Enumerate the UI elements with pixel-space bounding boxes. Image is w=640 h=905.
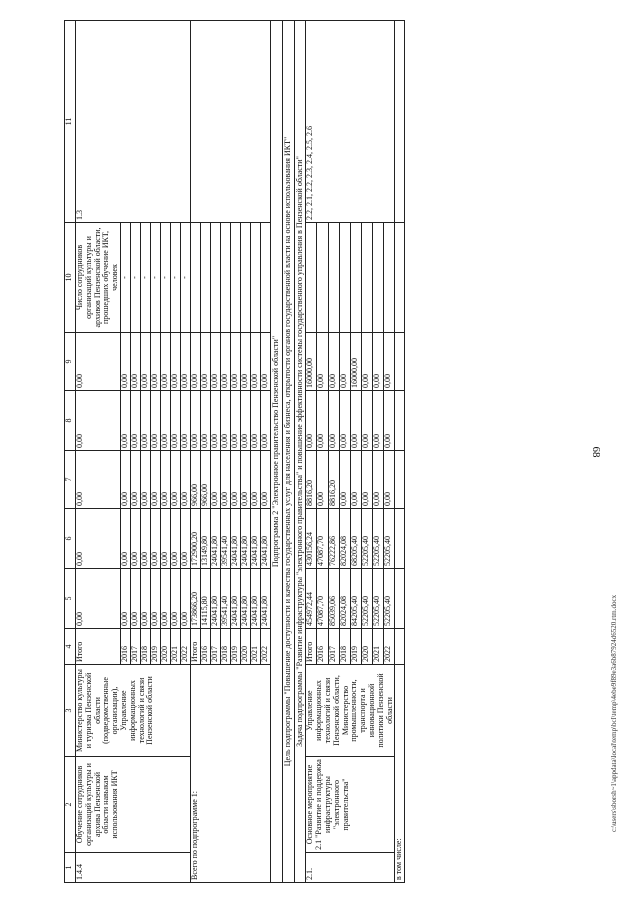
value-cell: 24041,80 (210, 569, 220, 629)
empty-cell (395, 223, 405, 333)
value-cell: 85039,06 (328, 569, 339, 629)
row-2-1-itogo-row (306, 21, 317, 883)
value-cell: 0,00 (140, 569, 150, 629)
value-cell: 13149,80 (200, 509, 210, 569)
indicator-value-cell: - (140, 223, 150, 333)
row-1-4-4-itogo-value: 0,00 (76, 333, 121, 391)
value-cell: 52205,40 (384, 569, 395, 629)
value-cell: 84205,40 (350, 569, 361, 629)
column-number-cell: 7 (65, 451, 76, 509)
value-cell: 0,00 (130, 451, 140, 509)
indicator-value-cell (361, 223, 372, 333)
subprogram-task: Задача подпрограммы "Развитие инфраструктуры "электронного правительства" и повышение эффективности системы государственного управления в Пензенской области" (294, 21, 306, 883)
year-cell: 2021 (170, 629, 180, 665)
rotated-page (64, 21, 576, 883)
row-2-1-indicator-empty (306, 223, 317, 333)
year-cell: 2020 (361, 629, 372, 665)
indicator-value-cell: - (170, 223, 180, 333)
value-cell: 0,00 (120, 333, 130, 391)
column-number-cell: 10 (65, 223, 76, 333)
value-cell: 0,00 (120, 569, 130, 629)
subprogram-1-total-itogo-value: 173866,20 (190, 569, 200, 629)
value-cell: 0,00 (180, 509, 190, 569)
value-cell: 0,00 (120, 509, 130, 569)
value-cell: 0,00 (170, 569, 180, 629)
value-cell: 24041,80 (230, 509, 240, 569)
indicator-value-cell: - (180, 223, 190, 333)
value-cell: 0,00 (361, 391, 372, 451)
value-cell: 52205,40 (361, 509, 372, 569)
value-cell: 0,00 (339, 333, 350, 391)
value-cell: 0,00 (317, 451, 328, 509)
column-number-cell: 11 (65, 21, 76, 223)
value-cell: 0,00 (240, 333, 250, 391)
value-cell: 0,00 (339, 391, 350, 451)
value-cell: 24041,80 (230, 569, 240, 629)
row-1-4-4-executor: Министерство культуры и туризма Пензенской области (подведомственные организации), Управление информационных технологий и связи Пензенской области (76, 665, 191, 757)
value-cell: 24041,80 (210, 509, 220, 569)
value-cell: 0,00 (180, 333, 190, 391)
column-number-cell: 5 (65, 569, 76, 629)
value-cell: 0,00 (384, 391, 395, 451)
value-cell: 0,00 (160, 391, 170, 451)
year-cell: 2017 (210, 629, 220, 665)
value-cell: 52205,40 (361, 569, 372, 629)
value-cell: 0,00 (210, 451, 220, 509)
empty-cell (395, 391, 405, 451)
value-cell: 0,00 (130, 333, 140, 391)
subprogram-1-total-indicator-empty (190, 223, 200, 333)
value-cell: 0,00 (170, 451, 180, 509)
indicator-value-cell (260, 223, 270, 333)
value-cell: 0,00 (240, 391, 250, 451)
row-1-4-4-itogo-label: Итого (76, 629, 121, 665)
row-2-1-itogo-value: 16000,00 (306, 333, 317, 391)
value-cell: 0,00 (160, 509, 170, 569)
row-2-1-executor: Управление информационных технологий и связи Пензенской области, Министерство промышленности, транспорта и инновационной политики Пензенской области (306, 665, 395, 757)
value-cell: 0,00 (250, 451, 260, 509)
row-2-1-indicator-number: 2.2, 2.1, 2.2, 2.3, 2.4, 2.5, 2.6 (306, 21, 395, 223)
year-cell: 2021 (373, 629, 384, 665)
value-cell: 0,00 (140, 333, 150, 391)
value-cell: 0,00 (240, 451, 250, 509)
row-1-4-4-itogo-row (76, 21, 121, 883)
value-cell: 0,00 (140, 391, 150, 451)
value-cell: 39541,40 (220, 509, 230, 569)
subprogram-1-total-label: Всего по подпрограмме 1: (190, 665, 270, 883)
value-cell: 24041,80 (260, 509, 270, 569)
value-cell: 0,00 (150, 333, 160, 391)
indicator-value-cell (384, 223, 395, 333)
row-1-4-4-name: Обучение сотрудников организаций культуры и архива Пензенской области навыкам использования ИКТ (76, 757, 191, 853)
budget-table (64, 20, 405, 883)
year-cell: 2018 (339, 629, 350, 665)
year-cell: 2022 (180, 629, 190, 665)
year-cell: 2022 (384, 629, 395, 665)
value-cell: 8816,20 (328, 451, 339, 509)
value-cell: 0,00 (361, 451, 372, 509)
value-cell: 0,00 (328, 333, 339, 391)
value-cell: 0,00 (260, 391, 270, 451)
value-cell: 966,00 (200, 451, 210, 509)
empty-cell (395, 451, 405, 509)
value-cell: 0,00 (361, 333, 372, 391)
including-label: в том числе: (395, 665, 405, 883)
footer-file-path: c:\users\sborsh~1\appdata\local\temp\bcl\temp\4ebe9f89e3a6b87924d6520.rtm.docx (610, 594, 618, 832)
row-1-4-4-itogo-value: 0,00 (76, 451, 121, 509)
value-cell: 0,00 (250, 391, 260, 451)
value-cell: 52205,40 (384, 509, 395, 569)
value-cell: 24041,80 (240, 569, 250, 629)
value-cell: 0,00 (170, 509, 180, 569)
year-cell: 2016 (200, 629, 210, 665)
indicator-value-cell (210, 223, 220, 333)
value-cell: 0,00 (210, 333, 220, 391)
year-cell: 2021 (250, 629, 260, 665)
value-cell: 0,00 (373, 333, 384, 391)
value-cell: 0,00 (130, 391, 140, 451)
row-2-1-number: 2.1. (306, 853, 395, 883)
year-cell: 2020 (160, 629, 170, 665)
value-cell: 39541,40 (220, 569, 230, 629)
value-cell: 0,00 (180, 569, 190, 629)
value-cell: 0,00 (170, 391, 180, 451)
year-cell: 2019 (350, 629, 361, 665)
row-2-1-itogo-value: 430156,24 (306, 509, 317, 569)
indicator-value-cell: - (150, 223, 160, 333)
row-2-1-name: Основное мероприятие 2.1 "Развитие и поддержка инфраструктуры "электронного правительства" (306, 757, 395, 853)
value-cell: 52205,40 (373, 569, 384, 629)
value-cell: 0,00 (160, 569, 170, 629)
subprogram-2-title: Подпрограмма 2 "Электронное правительство Пензенской области" (270, 21, 282, 883)
page-number: 68 (590, 446, 602, 458)
subprogram-1-total-itogo-row (190, 21, 200, 883)
empty-cell (395, 21, 405, 223)
subprogram-1-total-itogo-label: Итого (190, 629, 200, 665)
subprogram-goal-row (282, 21, 294, 883)
indicator-value-cell: - (120, 223, 130, 333)
row-1-4-4-itogo-value: 0,00 (76, 509, 121, 569)
indicator-value-cell: - (160, 223, 170, 333)
value-cell: 76222,86 (328, 509, 339, 569)
value-cell: 0,00 (130, 509, 140, 569)
value-cell: 24041,80 (250, 509, 260, 569)
value-cell: 0,00 (384, 451, 395, 509)
year-cell: 2018 (220, 629, 230, 665)
indicator-value-cell (339, 223, 350, 333)
indicator-value-cell (350, 223, 361, 333)
column-number-cell: 6 (65, 509, 76, 569)
value-cell: 0,00 (260, 333, 270, 391)
column-number-cell: 1 (65, 853, 76, 883)
value-cell: 0,00 (120, 391, 130, 451)
value-cell: 14115,80 (200, 569, 210, 629)
value-cell: 0,00 (384, 333, 395, 391)
row-1-4-4-itogo-value: 0,00 (76, 569, 121, 629)
indicator-value-cell (220, 223, 230, 333)
value-cell: 0,00 (373, 391, 384, 451)
value-cell: 47087,70 (317, 569, 328, 629)
value-cell: 0,00 (150, 569, 160, 629)
empty-cell (395, 569, 405, 629)
value-cell: 0,00 (230, 451, 240, 509)
value-cell: 0,00 (220, 391, 230, 451)
value-cell: 0,00 (373, 451, 384, 509)
value-cell: 0,00 (150, 391, 160, 451)
value-cell: 0,00 (180, 391, 190, 451)
year-cell: 2016 (317, 629, 328, 665)
empty-cell (395, 333, 405, 391)
value-cell: 0,00 (230, 391, 240, 451)
value-cell: 0,00 (250, 333, 260, 391)
value-cell: 0,00 (339, 451, 350, 509)
value-cell: 16000,00 (350, 333, 361, 391)
row-1-4-4-itogo-value: 0,00 (76, 391, 121, 451)
empty-cell (395, 509, 405, 569)
value-cell: 0,00 (150, 451, 160, 509)
indicator-value-cell (250, 223, 260, 333)
row-2-1-itogo-value: 0,00 (306, 391, 317, 451)
subprogram-1-total-itogo-value: 0,00 (190, 333, 200, 391)
value-cell: 0,00 (220, 451, 230, 509)
including-row (395, 21, 405, 883)
value-cell: 0,00 (350, 391, 361, 451)
value-cell: 82024,08 (339, 509, 350, 569)
subprogram-1-total-itogo-value: 172900,20 (190, 509, 200, 569)
value-cell: 0,00 (160, 333, 170, 391)
column-number-cell: 4 (65, 629, 76, 665)
indicator-value-cell (240, 223, 250, 333)
year-cell: 2019 (150, 629, 160, 665)
row-2-1-itogo-label: Итого (306, 629, 317, 665)
value-cell: 0,00 (120, 451, 130, 509)
value-cell: 0,00 (160, 451, 170, 509)
indicator-value-cell (230, 223, 240, 333)
year-cell: 2019 (230, 629, 240, 665)
value-cell: 0,00 (230, 333, 240, 391)
row-2-1-itogo-value: 8816,20 (306, 451, 317, 509)
value-cell: 0,00 (130, 569, 140, 629)
year-cell: 2020 (240, 629, 250, 665)
value-cell: 0,00 (220, 333, 230, 391)
value-cell: 0,00 (180, 451, 190, 509)
subprogram-2-title-row (270, 21, 282, 883)
row-1-4-4-indicator-number: 1.3 (76, 21, 191, 223)
year-cell: 2016 (120, 629, 130, 665)
year-cell: 2017 (328, 629, 339, 665)
value-cell: 0,00 (317, 333, 328, 391)
value-cell: 0,00 (317, 391, 328, 451)
column-number-cell: 9 (65, 333, 76, 391)
subprogram-task-row (294, 21, 306, 883)
row-1-4-4-number: 1.4.4 (76, 853, 191, 883)
value-cell: 68205,40 (350, 509, 361, 569)
indicator-value-cell: - (130, 223, 140, 333)
indicator-value-cell (200, 223, 210, 333)
year-cell: 2018 (140, 629, 150, 665)
value-cell: 0,00 (150, 509, 160, 569)
value-cell: 0,00 (200, 391, 210, 451)
subprogram-goal: Цель подпрограммы "Повышение доступности и качества государственных услуг для населения и бизнеса, открытости органов государственной власти на основе использования ИКТ" (282, 21, 294, 883)
subprogram-1-total-indicator-number (190, 21, 270, 223)
column-number-cell: 3 (65, 665, 76, 757)
indicator-value-cell (373, 223, 384, 333)
row-1-4-4-indicator: Число сотрудников организаций культуры и архивов Пензенской области, прошедших обучение ИКТ, человек (76, 223, 121, 333)
column-number-row (65, 21, 76, 883)
value-cell: 0,00 (328, 391, 339, 451)
indicator-value-cell (317, 223, 328, 333)
subprogram-1-total-itogo-value: 966,00 (190, 451, 200, 509)
row-2-1-itogo-value: 454972,44 (306, 569, 317, 629)
value-cell: 0,00 (140, 451, 150, 509)
value-cell: 0,00 (350, 451, 361, 509)
value-cell: 24041,80 (260, 569, 270, 629)
value-cell: 24041,80 (250, 569, 260, 629)
column-number-cell: 2 (65, 757, 76, 853)
value-cell: 47087,70 (317, 509, 328, 569)
value-cell: 52205,40 (373, 509, 384, 569)
year-cell: 2022 (260, 629, 270, 665)
value-cell: 0,00 (170, 333, 180, 391)
value-cell: 0,00 (200, 333, 210, 391)
value-cell: 0,00 (210, 391, 220, 451)
indicator-value-cell (328, 223, 339, 333)
year-cell: 2017 (130, 629, 140, 665)
subprogram-1-total-itogo-value: 0,00 (190, 391, 200, 451)
column-number-cell: 8 (65, 391, 76, 451)
empty-cell (395, 629, 405, 665)
value-cell: 24041,80 (240, 509, 250, 569)
value-cell: 0,00 (140, 509, 150, 569)
value-cell: 82024,08 (339, 569, 350, 629)
value-cell: 0,00 (260, 451, 270, 509)
